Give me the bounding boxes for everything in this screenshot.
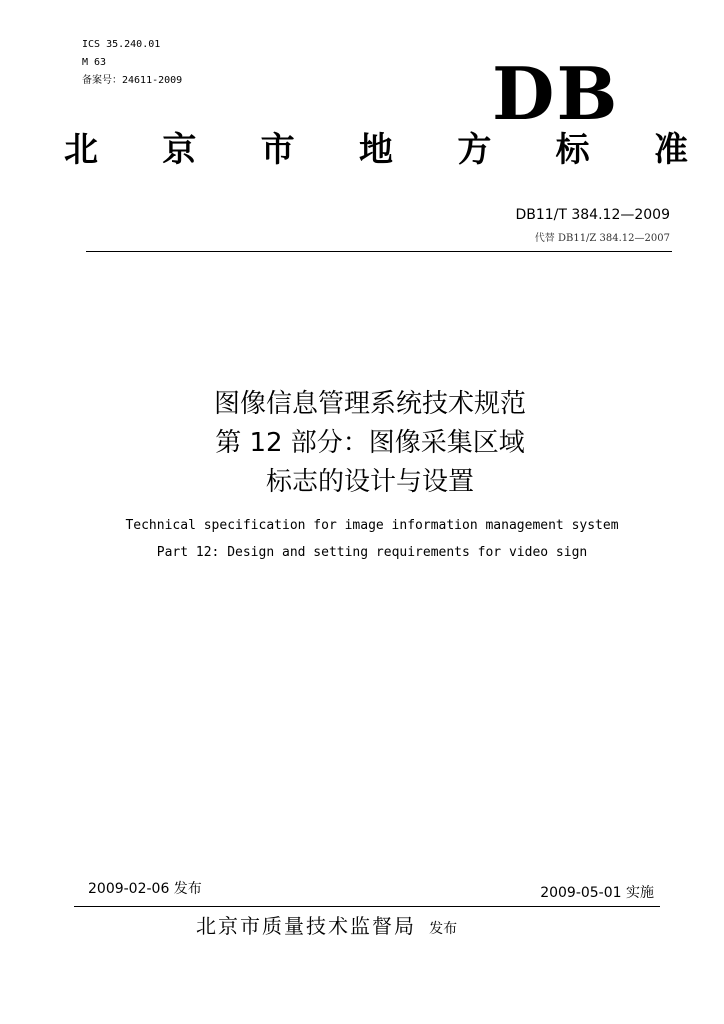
ccs-code: M 63 bbox=[82, 57, 107, 68]
implementation-date: 2009-05-01 实施 bbox=[540, 885, 654, 901]
replaces-standard: 代替 DB11/Z 384.12—2007 bbox=[534, 233, 670, 244]
classification-block bbox=[82, 36, 182, 90]
issuer-title-char: 京 bbox=[162, 130, 197, 170]
chinese-title-line: 标志的设计与设置 bbox=[265, 467, 474, 497]
issuer-title-char: 地 bbox=[358, 130, 393, 170]
issuer-title-char: 标 bbox=[555, 130, 590, 170]
chinese-title-line: 图像信息管理系统技术规范 bbox=[213, 389, 526, 419]
publish-date: 2009-02-06 发布 bbox=[88, 881, 202, 897]
english-title bbox=[0, 512, 724, 566]
issuer-title bbox=[64, 130, 688, 170]
issuer-title-char: 方 bbox=[457, 130, 492, 170]
ics-code: ICS 35.240.01 bbox=[82, 39, 161, 50]
chinese-title-line: 第 12 部分：图像采集区域 bbox=[215, 428, 525, 458]
english-title-line: Part 12: Design and setting requirements for video sign bbox=[156, 545, 588, 560]
english-title-line: Technical specification for image information management system bbox=[125, 518, 619, 533]
top-divider bbox=[86, 251, 672, 252]
issued-label: 发布 bbox=[429, 921, 458, 937]
issuing-authority: 北京市质量技术监督局 bbox=[196, 914, 416, 938]
bottom-divider bbox=[74, 906, 660, 907]
issuer-title-char: 准 bbox=[653, 130, 688, 170]
issuing-authority-footer bbox=[196, 912, 457, 943]
record-number: 备案号：24611-2009 bbox=[82, 75, 183, 86]
db-logo: DB bbox=[492, 51, 620, 136]
chinese-title bbox=[0, 385, 724, 502]
issuer-title-char: 北 bbox=[64, 130, 98, 170]
standard-number: DB11/T 384.12—2009 bbox=[515, 207, 670, 223]
issuer-title-char: 市 bbox=[260, 130, 295, 170]
